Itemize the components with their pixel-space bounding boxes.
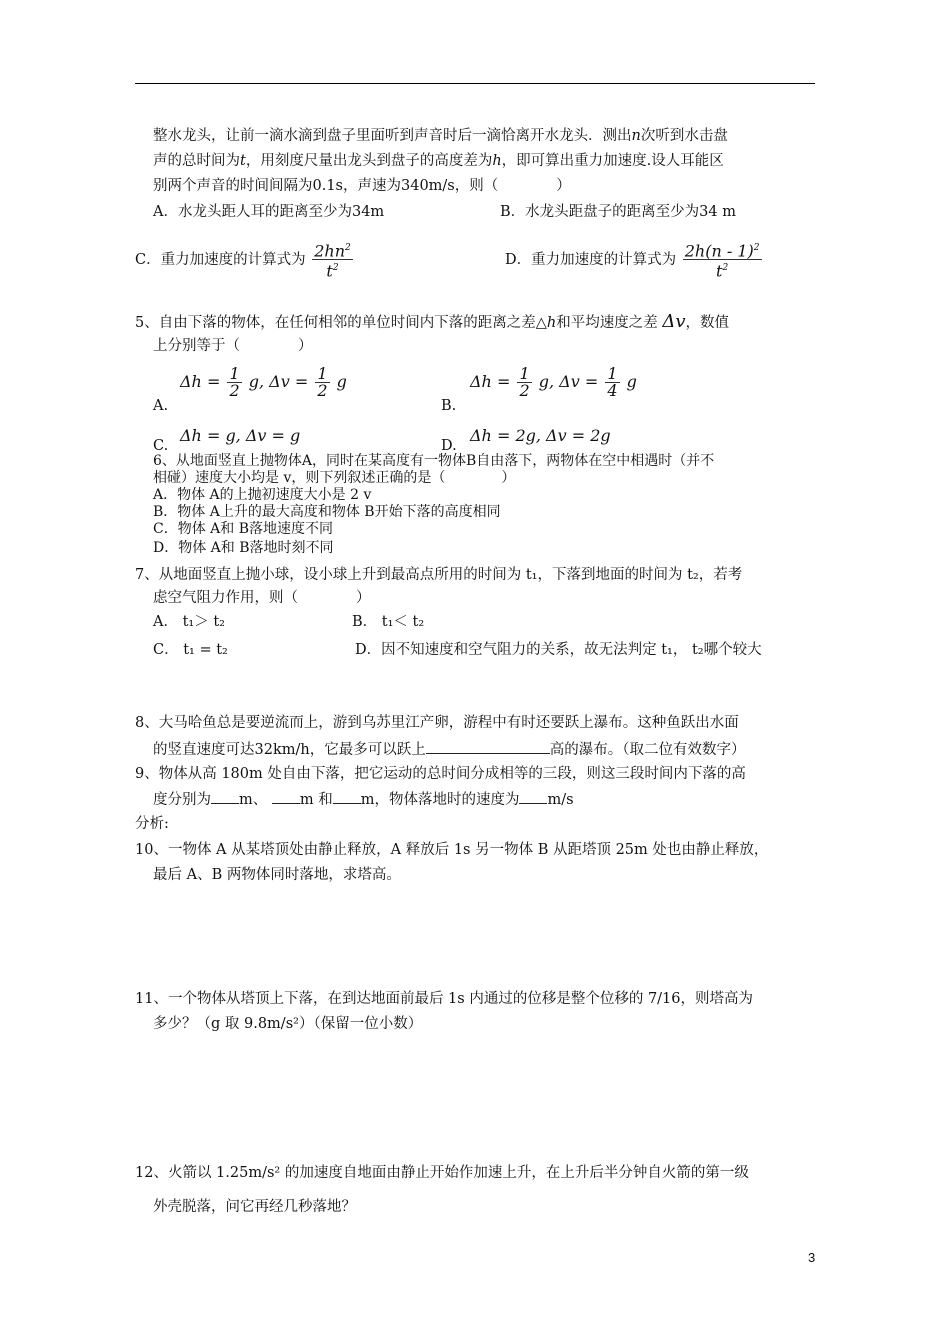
q6-option-d: D．物体 A和 B落地时刻不同	[153, 540, 334, 556]
q8-answer-blank[interactable]	[426, 739, 550, 754]
q6-option-a: A．物体 A的上抛初速度大小是 2 v	[153, 487, 372, 503]
q5-option-d-label: D.	[441, 438, 457, 454]
q9-line1: 9、物体从高 180m 处自由下落，把它运动的总时间分成相等的三段，则这三段时间内下落的高	[135, 766, 746, 782]
q12-line2: 外壳脱落，问它再经几秒落地？	[153, 1199, 356, 1215]
q6-option-c: C．物体 A和 B落地速度不同	[153, 521, 334, 537]
q5-option-c-label: C.	[153, 438, 169, 454]
q4-line2: 声的总时间为t，用刻度尺量出龙头到盘子的高度差为h，即可算出重力加速度.设人耳能区	[153, 153, 724, 169]
q9-blank-4[interactable]	[519, 789, 547, 804]
q4-d-fraction: $\frac{2h(n - 1)^2}{t^2}$	[684, 241, 760, 281]
q9-blank-2[interactable]	[272, 789, 300, 804]
q4-option-d: D．重力加速度的计算式为 $\frac{2h(n - 1)^2}{t^2}$	[505, 241, 760, 281]
q5-option-d-formula: Δh = 2g, Δv = 2g	[470, 426, 611, 445]
q9-blank-1[interactable]	[211, 789, 239, 804]
q7-line2: 虑空气阻力作用，则（ ）	[153, 590, 371, 606]
q9-blank-3[interactable]	[333, 789, 361, 804]
q9-line2: 度分别为 m、 m 和 m，物体落地时的速度为 m/s	[153, 789, 574, 810]
q6-option-b: B．物体 A上升的最大高度和物体 B开始下落的高度相同	[153, 504, 501, 520]
q5-option-b-label: B.	[441, 398, 457, 414]
q7-option-a: A． t₁＞ t₂	[153, 614, 225, 630]
q7-option-d: D．因不知速度和空气阻力的关系，故无法判定 t₁， t₂哪个较大	[355, 642, 762, 658]
page-number: 3	[808, 1250, 816, 1265]
q5-option-c-formula: Δh = g, Δv = g	[180, 426, 301, 445]
q4-c-fraction: $\frac{2hn^2}{t^2}$	[314, 241, 351, 281]
q7-line1: 7、从地面竖直上抛小球，设小球上升到最高点所用的时间为 t₁，下落到地面的时间为 t₂，若考	[135, 567, 743, 583]
header-rule	[135, 83, 815, 84]
q11-line2: 多少？（g 取 9.8m/s²）（保留一位小数）	[153, 1016, 423, 1032]
q10-line2: 最后 A、B 两物体同时落地，求塔高。	[153, 867, 401, 883]
q12-line1: 12、火箭以 1.25m/s² 的加速度自地面由静止开始作加速上升，在上升后半分钟自火箭的第一级	[135, 1165, 749, 1181]
q5-option-a-formula: Δh = $\frac{1}{2}$ g, Δv = $\frac{1}{2}$ g	[180, 364, 347, 400]
q4-line3: 别两个声音的时间间隔为0.1s，声速为340m/s，则（ ）	[153, 178, 571, 194]
q8-line1: 8、大马哈鱼总是要逆流而上，游到乌苏里江产卵，游程中有时还要跃上瀑布。这种鱼跃出水面	[135, 715, 739, 731]
q5-line2: 上分别等于（ ）	[153, 338, 313, 354]
q4-option-c: C．重力加速度的计算式为 $\frac{2hn^2}{t^2}$	[135, 241, 351, 281]
q5-option-b-formula: Δh = $\frac{1}{2}$ g, Δv = $\frac{1}{4}$ g	[470, 364, 637, 400]
q7-option-b: B． t₁＜ t₂	[352, 614, 425, 630]
q9-analysis: 分析:	[135, 816, 169, 832]
q6-line2: 相碰）速度大小均是 v，则下列叙述正确的是（ ）	[153, 470, 516, 486]
delta-v-symbol: Δv	[662, 311, 686, 332]
q10-line1: 10、一物体 A 从某塔顶处由静止释放，A 释放后 1s 另一物体 B 从距塔顶 25m 处也由静止释放，	[135, 842, 769, 858]
q6-line1: 6、从地面竖直上抛物体A，同时在某高度有一物体B自由落下，两物体在空中相遇时（并不	[153, 453, 715, 469]
q5-line1: 5、自由下落的物体，在任何相邻的单位时间内下落的距离之差△h和平均速度之差 Δv，数值	[135, 311, 729, 332]
q4-option-b: B．水龙头距盘子的距离至少为34 m	[500, 204, 736, 220]
q7-option-c: C． t₁ = t₂	[153, 642, 228, 658]
q11-line1: 11、一个物体从塔顶上下落，在到达地面前最后 1s 内通过的位移是整个位移的 7/16，则塔高为	[135, 991, 754, 1007]
q8-line2: 的竖直速度可达32km/h，它最多可以跃上 高的瀑布。（取二位有效数字）	[153, 739, 745, 760]
q4-option-a: A．水龙头距人耳的距离至少为34m	[153, 204, 385, 220]
q4-line1: 整水龙头，让前一滴水滴到盘子里面听到声音时后一滴恰离开水龙头．测出n次听到水击盘	[153, 128, 728, 144]
q5-option-a-label: A.	[153, 398, 169, 414]
